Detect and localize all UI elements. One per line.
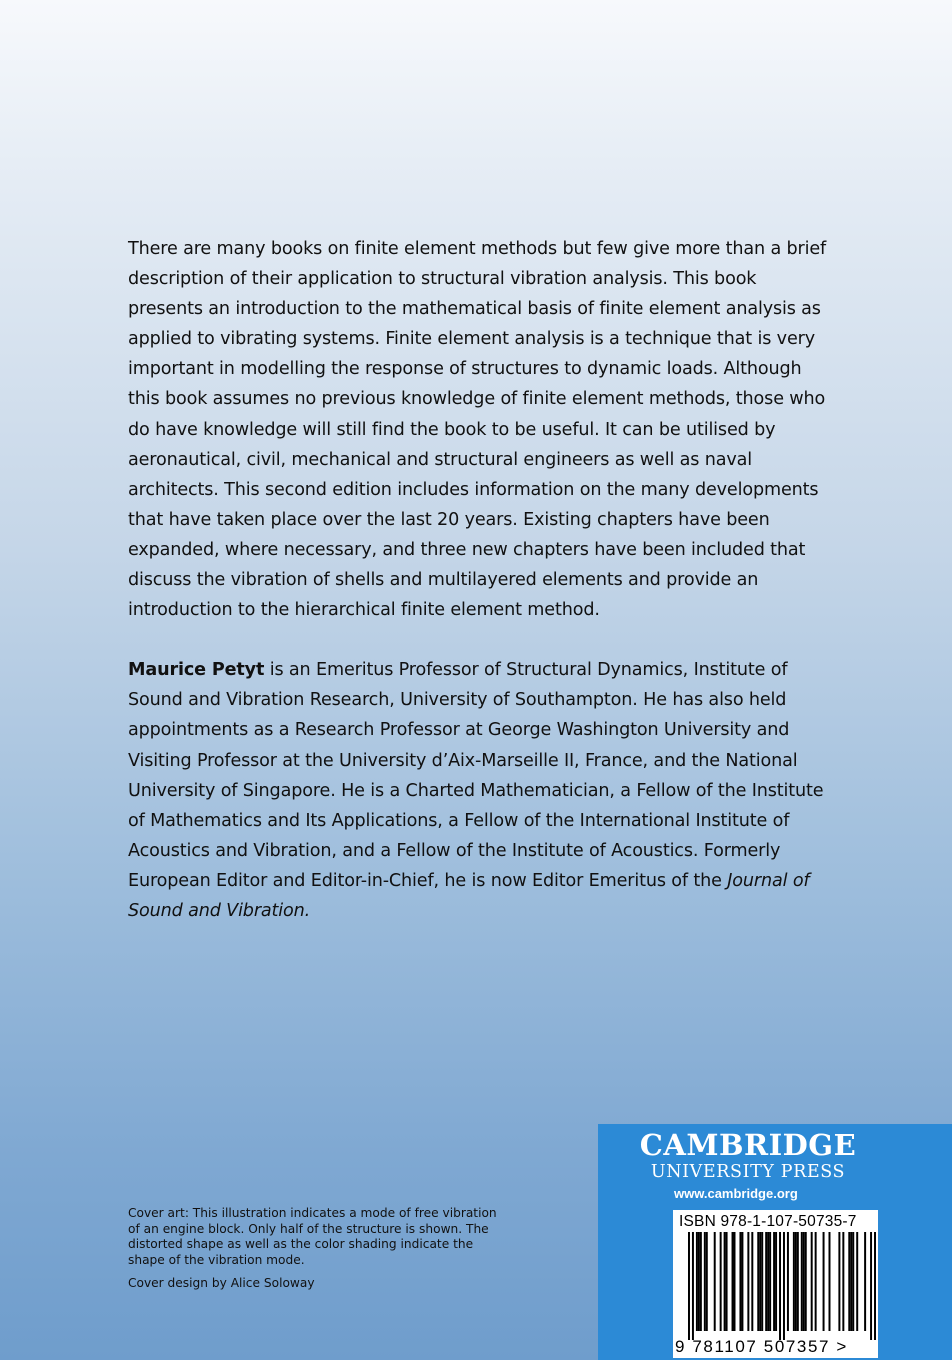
barcode-bar [842,1232,844,1331]
barcode-bar [801,1232,803,1331]
journal-title: Journal of Sound and Vibration. [128,870,810,921]
barcode-bar [838,1232,840,1331]
barcode-bar [795,1232,797,1331]
barcode-bar [714,1232,716,1331]
cover-credits [128,1206,498,1292]
barcode-bar [751,1232,753,1331]
barcode-bar [823,1232,825,1331]
back-cover-blurb [128,234,828,926]
barcode-bar [720,1232,722,1331]
barcode-bar [848,1232,850,1331]
barcode-bar [779,1232,781,1340]
publisher-subname: UNIVERSITY PRESS [650,1162,846,1182]
barcode-bar [724,1232,726,1331]
barcode-bar [700,1232,702,1331]
publisher-panel [598,1124,952,1360]
barcode-bar [773,1232,775,1331]
barcode-bar [759,1232,761,1331]
barcode-bar [726,1232,728,1331]
barcode-bar [747,1232,749,1331]
barcode-bar [765,1232,767,1331]
barcode-box [673,1210,878,1358]
cover-art-note: Cover art: This illustration indicates a mode of free vibration of an engine block. Only half of the structure is shown. The distorted shape as well as the color shading indicate the shape of the vibration mode. [128,1206,497,1267]
barcode-bar [761,1232,763,1331]
publisher-url: www.cambridge.org [674,1186,798,1201]
barcode-bar [688,1232,690,1340]
barcode-bar [815,1232,817,1331]
cover-design-credit: Cover design by Alice Soloway [128,1276,315,1290]
author-biography [128,655,828,926]
barcode-bar [692,1232,694,1340]
barcode-bar [706,1232,708,1331]
barcode-bar [732,1232,734,1331]
barcode-bar [767,1232,769,1331]
barcode-bar [803,1232,805,1331]
barcode-bar [811,1232,813,1331]
barcode-bar [874,1232,876,1340]
barcode-bar [850,1232,852,1331]
isbn-label: ISBN 978-1-107-50735-7 [679,1213,857,1230]
barcode-bar [775,1232,777,1331]
barcode-bar [704,1232,706,1331]
barcode-bar [783,1232,785,1340]
barcode-bar [793,1232,795,1331]
barcode-bar [769,1232,771,1331]
barcode-bar [852,1232,854,1331]
book-description: There are many books on finite element methods but few give more than a brief description of their application to structural vibration analysis. This book presents an introduction to the mathematical basis of finite element analysis as applied to vibrating systems. Finite element analysis is a technique that is very important in modelling the response of structures to dynamic loads. Although this book assumes no previous knowledge of finite element methods, those who do have knowledge will still find the book to be useful. It can be utilised by aeronautical, civil, mechanical and structural engineers as well as naval architects. This second edition includes information on the many developments that have taken place over the last 20 years. Existing chapters have been expanded, where necessary, and three new chapters have been included that discuss the vibration of shells and multilayered elements and provide an introduction to the hierarchical finite element method. [128,239,827,621]
barcode-bar [870,1232,872,1340]
publisher-name: CAMBRIDGE [639,1128,857,1162]
barcode-digits: 9 781107 507357 > [675,1337,848,1356]
barcode-bar [757,1232,759,1331]
barcode-icon [688,1232,876,1340]
barcode-bar [696,1232,698,1331]
author-bio-text: is an Emeritus Professor of Structural Dynamics, Institute of Sound and Vibration Research, University of Southampton. He has also held appointments as a Research Professor at George Washington University and Visiting Professor at the University d’Aix-Marseille II, France, and the National University of Singapore. He is a Charted Mathematician, a Fellow of the Institute of Mathematics and Its Applications, a Fellow of the International Institute of Acoustics and Vibration, and a Fellow of the Institute of Acoustics. Formerly European Editor and Editor-in-Chief, he is now Editor Emeritus of the [128,660,824,891]
barcode-bar [787,1232,789,1331]
barcode-bar [805,1232,807,1331]
barcode-bar [698,1232,700,1331]
barcode-bar [864,1232,866,1331]
barcode-bar [856,1232,858,1331]
author-name: Maurice Petyt [128,660,265,681]
barcode-bar [741,1232,743,1331]
barcode-bar [829,1232,831,1331]
barcode-bar [739,1232,741,1331]
barcode-bar [797,1232,799,1331]
barcode-bar [734,1232,736,1331]
